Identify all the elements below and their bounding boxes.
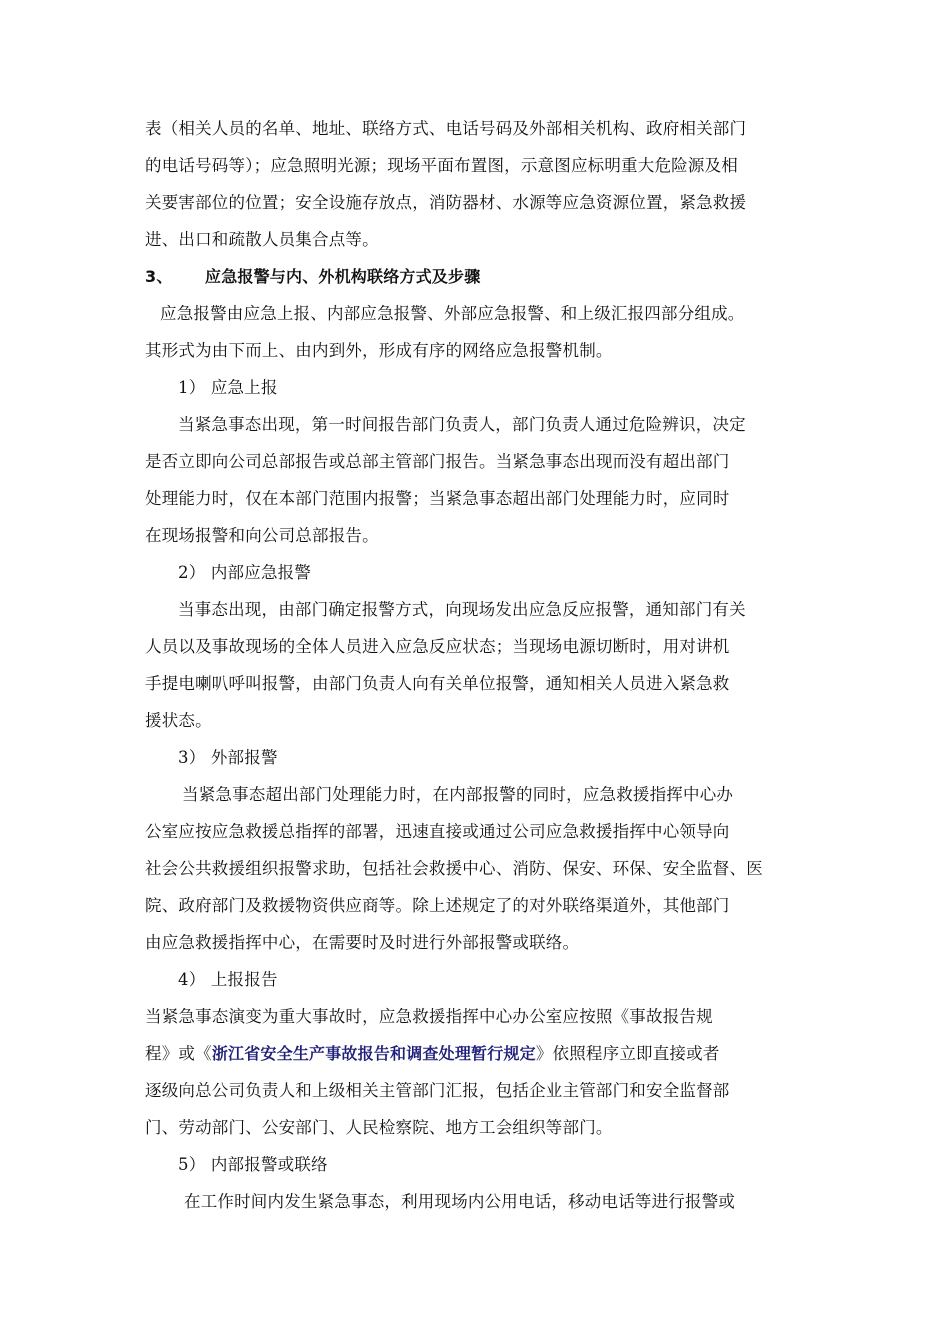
paragraph-line: 关要害部位的位置；安全设施存放点，消防器材、水源等应急资源位置，紧急救援 <box>145 193 747 212</box>
intro-line: 应急报警由应急上报、内部应急报警、外部应急报警、和上级汇报四部分组成。 <box>160 304 745 323</box>
regulation-link[interactable]: 浙江省安全生产事故报告和调查处理暂行规定 <box>211 1044 536 1063</box>
item-line <box>145 1043 810 1065</box>
item-line: 门、劳动部门、公安部门、人民检察院、地方工会组织等部门。 <box>145 1118 613 1137</box>
paragraph-line: 进、出口和疏散人员集合点等。 <box>145 230 379 249</box>
section-title: 应急报警与内、外机构联络方式及步骤 <box>205 267 481 286</box>
item-line: 公室应按应急救援总指挥的部署，迅速直接或通过公司应急救援指挥中心领导向 <box>145 822 730 841</box>
item-label: 4） 上报报告 <box>178 970 278 989</box>
item-label: 2） 内部应急报警 <box>178 563 312 582</box>
item-line: 在现场报警和向公司总部报告。 <box>145 526 379 545</box>
item-line: 手提电喇叭呼叫报警，由部门负责人向有关单位报警，通知相关人员进入紧急救 <box>145 674 730 693</box>
item-line: 在工作时间内发生紧急事态，利用现场内公用电话，移动电话等进行报警或 <box>184 1192 736 1211</box>
item-line: 援状态。 <box>145 711 212 730</box>
paragraph-line: 的电话号码等）；应急照明光源；现场平面布置图，示意图应标明重大危险源及相 <box>145 156 738 175</box>
item-line: 院、政府部门及救援物资供应商等。除上述规定了的对外联络渠道外，其他部门 <box>145 896 730 915</box>
item-label: 1） 应急上报 <box>178 378 278 397</box>
item-label: 5） 内部报警或联络 <box>178 1155 328 1174</box>
item-line: 是否立即向公司总部报告或总部主管部门报告。当紧急事态出现而没有超出部门 <box>145 452 730 471</box>
intro-line: 其形式为由下而上、由内到外，形成有序的网络应急报警机制。 <box>145 341 613 360</box>
text-fragment: 》依照程序立即直接或者 <box>535 1044 720 1063</box>
section-number: 3、 <box>145 267 173 286</box>
item-line: 当紧急事态出现，第一时间报告部门负责人，部门负责人通过危险辨识，决定 <box>178 415 746 434</box>
item-line: 处理能力时，仅在本部门范围内报警；当紧急事态超出部门处理能力时，应同时 <box>145 489 730 508</box>
item-line: 当事态出现，由部门确定报警方式，向现场发出应急反应报警，通知部门有关 <box>178 600 746 619</box>
item-line: 由应急救援指挥中心，在需要时及时进行外部报警或联络。 <box>145 933 580 952</box>
item-label: 3） 外部报警 <box>178 748 278 767</box>
item-line: 社会公共救援组织报警求助，包括社会救援中心、消防、保安、环保、安全监督、医 <box>145 859 763 878</box>
text-fragment: 程》或《 <box>145 1044 212 1063</box>
item-line: 当紧急事态演变为重大事故时，应急救援指挥中心办公室应按照《事故报告规 <box>145 1007 713 1026</box>
item-line: 人员以及事故现场的全体人员进入应急反应状态；当现场电源切断时，用对讲机 <box>145 637 730 656</box>
item-line: 逐级向总公司负责人和上级相关主管部门汇报，包括企业主管部门和安全监督部 <box>145 1081 730 1100</box>
paragraph-line: 表（相关人员的名单、地址、联络方式、电话号码及外部相关机构、政府相关部门 <box>145 119 747 138</box>
item-line: 当紧急事态超出部门处理能力时，在内部报警的同时，应急救援指挥中心办 <box>182 785 734 804</box>
section-heading <box>145 266 810 288</box>
